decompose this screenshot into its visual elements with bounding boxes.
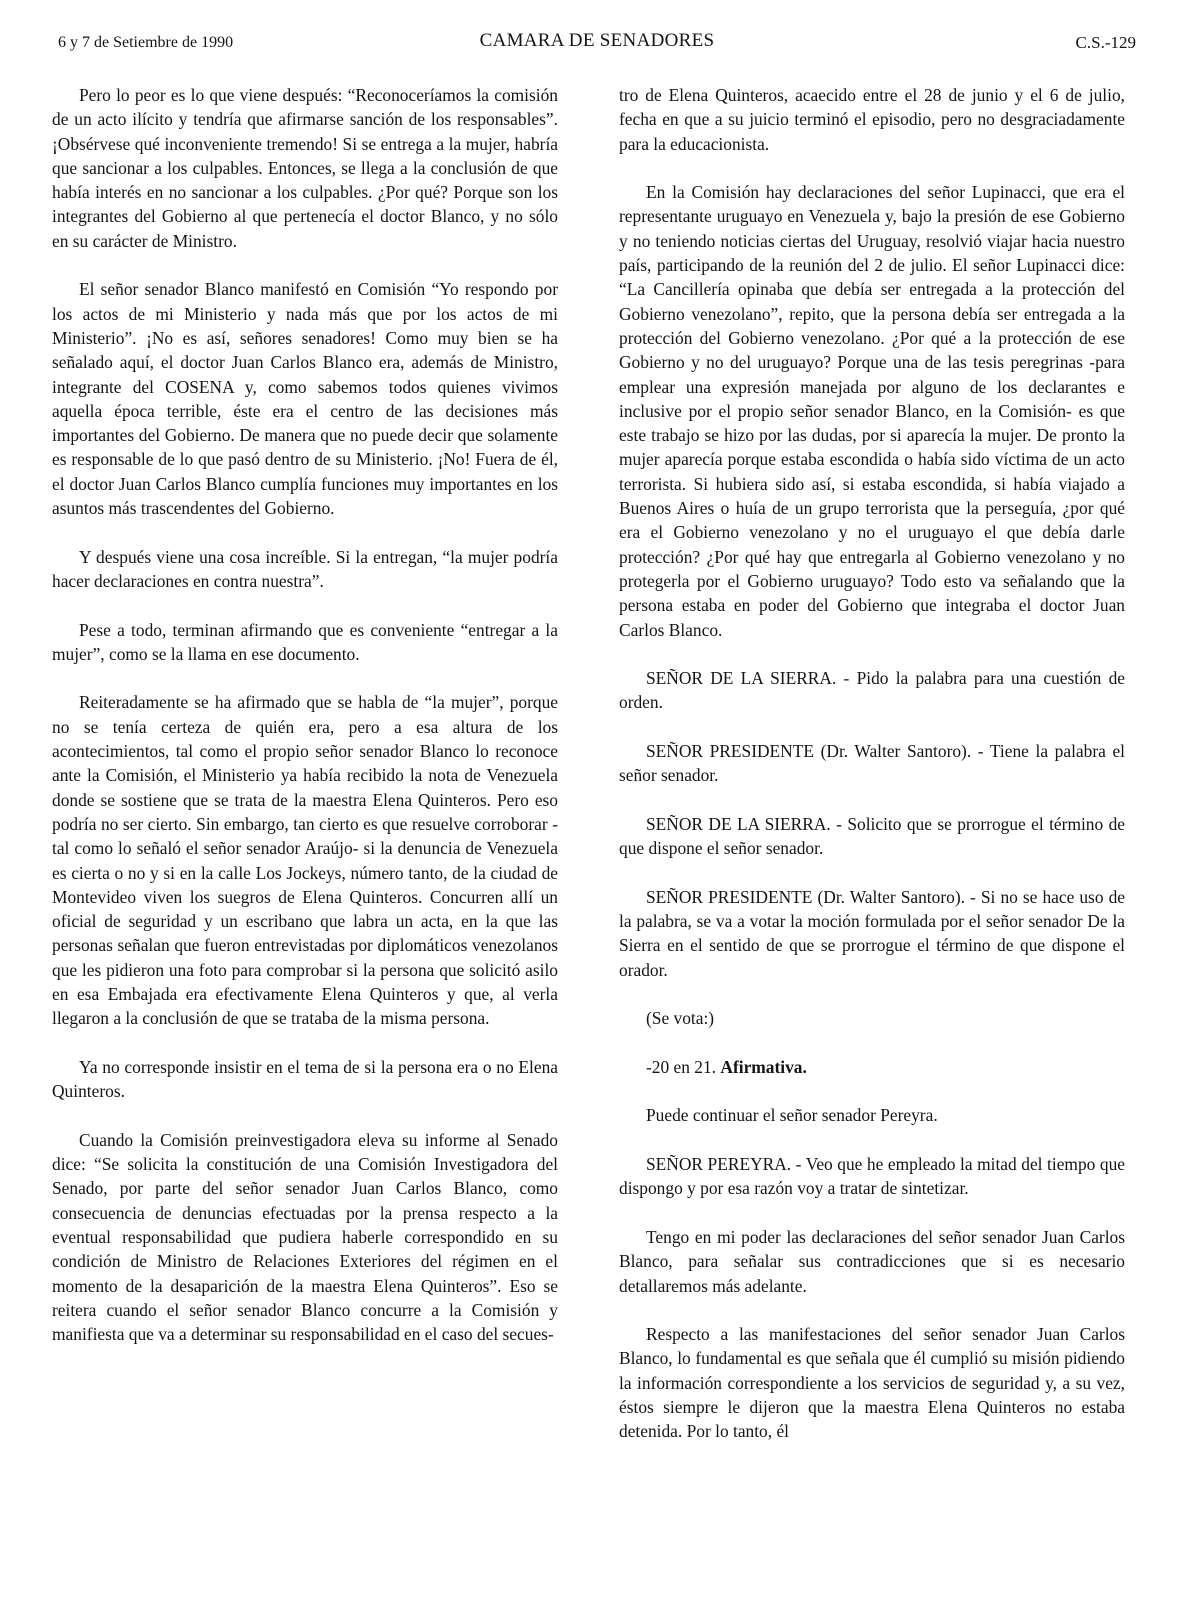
vote-result-line (619, 1055, 1125, 1079)
speaker-paragraph: SEÑOR PRESIDENTE (Dr. Walter Santoro). - Tiene la palabra el señor senador. (619, 741, 1125, 786)
page-code: C.S.-129 (1075, 33, 1136, 52)
vote-note: (Se vota:) (646, 1008, 715, 1029)
paragraph: Pese a todo, terminan afirmando que es conveniente “entregar a la mujer”, como se la llama en ese documento. (52, 619, 558, 664)
right-column (619, 83, 1125, 1444)
speaker-paragraph: SEÑOR DE LA SIERRA. - Solicito que se prorrogue el término de que dispone el señor senador. (619, 813, 1125, 859)
session-date: 6 y 7 de Setiembre de 1990 (58, 34, 234, 51)
paragraph: Pero lo peor es lo que viene después: “Reconoceríamos la comisión de un acto ilícito y tendría que afirmarse sanción de los responsables”. ¡Obsérvese qué inconveniente tremendo! Si se entrega a la mujer, habría que sancionar a los culpables. Entonces, se llega a la conclusión de que había interés en no sancionar a los culpables. ¿Por qué? Porque son los integrantes del Gobierno al que pertenecía el doctor Blanco, y no sólo en su carácter de Ministro. (52, 85, 558, 251)
speaker-paragraph: SEÑOR PEREYRA. - Veo que he empleado la mitad del tiempo que dispongo y por esa razón voy a tratar de sintetizar. (619, 1154, 1125, 1199)
page-header (58, 30, 1136, 58)
paragraph: Reiteradamente se ha afirmado que se habla de “la mujer”, porque no se tenía certeza de quién era, pero a esa altura de los acontecimientos, tal como el propio señor senador Blanco lo reconoce ante la Comisión, el Ministerio ya había recibido la nota de Venezuela donde se sostiene que se trata de la maestra Elena Quinteros. Pero eso podría no ser cierto. Sin embargo, tan cierto es que resuelve corroborar -tal como lo señaló el señor senador Araújo- si la denuncia de Venezuela es cierta o no y si en la calle Los Jockeys, número tanto, de la ciudad de Montevideo viven los suegros de Elena Quinteros. Concurren allí un oficial de seguridad y un escribano que labra un acta, en la que las personas señalan que fueron entrevistadas por diplomáticos venezolanos que les pidieron una foto para comprobar si la persona que solicitó asilo en esa Embajada era efectivamente Elena Quinteros y que, al verla llegaron a la conclusión de que se trataba de la misma persona. (52, 692, 558, 1029)
vote-result: Afirmativa. (720, 1056, 807, 1077)
paragraph: Tengo en mi poder las declaraciones del señor senador Juan Carlos Blanco, para señalar sus contradicciones que si es necesario detallaremos más adelante. (619, 1226, 1125, 1296)
paragraph: Respecto a las manifestaciones del señor senador Juan Carlos Blanco, lo fundamental es que señala que él cumplió su misión pidiendo la información correspondiente a los servicios de seguridad y, a su vez, éstos siempre le dijeron que la maestra Elena Quinteros no estaba detenida. Por lo tanto, él (619, 1324, 1125, 1442)
paragraph: En la Comisión hay declaraciones del señor Lupinacci, que era el representante uruguayo en Venezuela y, bajo la presión de ese Gobierno y no teniendo noticias ciertas del Uruguay, resolvió viajar hacia nuestro país, participando de la reunión del 2 de julio. El señor Lupinacci dice: “La Cancillería opinaba que debía ser entregada a la protección del Gobierno venezolano”, repito, que la persona debía ser entregada a la protección del Gobierno venezolano. ¿Por qué a la protección de ese Gobierno y no del uruguayo? Porque una de las tesis peregrinas -para emplear una expresión manejada por alguno de los declarantes e inclusive por el propio señor senador Blanco, en la Comisión- es que este trabajo se hizo por las dudas, por si aparecía la mujer. De pronto la mujer aparecía porque estaba escondida o había sido víctima de un acto terrorista. Si hubiera sido así, si estaba escondida, si había viajado a Buenos Aires o huía de un grupo terrorista que la perseguía, ¿por qué era el Gobierno venezolano y no el uruguayo el que debía darle protección? ¿Por qué hay que entregarla al Gobierno venezolano y no protegerla por el Gobierno uruguayo? Todo esto va señalando que la persona estaba en poder del Gobierno que integraba el doctor Juan Carlos Blanco. (619, 182, 1125, 640)
paragraph: El señor senador Blanco manifestó en Comisión “Yo respondo por los actos de mi Ministerio y nada más que por los actos de mi Ministerio”. ¡No es así, señores senadores! Como muy bien se ha señalado aquí, el doctor Juan Carlos Blanco era, además de Ministro, integrante del COSENA y, como sabemos todos quienes vivimos aquella época terrible, éste era el centro de las decisiones más importantes del Gobierno. De manera que no puede decir que solamente es responsable de lo que pasó dentro de su Ministerio. ¡No! Fuera de él, el doctor Juan Carlos Blanco cumplía funciones muy importantes en los asuntos más trascendentes del Gobierno. (52, 279, 558, 519)
paragraph: Ya no corresponde insistir en el tema de si la persona era o no Elena Quinteros. (52, 1056, 558, 1102)
paragraph-continuation: tro de Elena Quinteros, acaecido entre el 28 de junio y el 6 de julio, fecha en que a su juicio terminó el episodio, pero no desgraciadamente para la educacionista. (619, 85, 1125, 154)
paragraph: Puede continuar el señor senador Pereyra. (646, 1105, 938, 1126)
speaker-paragraph: SEÑOR DE LA SIERRA. - Pido la palabra para una cuestión de orden. (619, 668, 1125, 713)
paragraph: Y después viene una cosa increíble. Si la entregan, “la mujer podría hacer declaraciones en contra nuestra”. (52, 546, 558, 591)
left-column (52, 83, 558, 1346)
chamber-title: CAMARA DE SENADORES (479, 30, 715, 51)
paragraph: Cuando la Comisión preinvestigadora eleva su informe al Senado dice: “Se solicita la constitución de una Comisión Investigadora del Senado, por parte del señor senador Juan Carlos Blanco, como consecuencia de denuncias efectuadas por la prensa respecto a la eventual responsabilidad que pudiera haberle correspondido en su condición de Ministro de Relaciones Exteriores del régimen en el momento de la desaparición de la maestra Elena Quinteros”. Eso se reitera cuando el señor senador Blanco concurre a la Comisión y manifiesta que va a determinar su responsabilidad en el caso del secues- (52, 1129, 558, 1345)
vote-count: -20 en 21. (646, 1056, 717, 1077)
speaker-paragraph: SEÑOR PRESIDENTE (Dr. Walter Santoro). - Si no se hace uso de la palabra, se va a votar la moción formulada por el señor senador De la Sierra en el sentido de que se prorrogue el término de que dispone el orador. (619, 886, 1125, 980)
